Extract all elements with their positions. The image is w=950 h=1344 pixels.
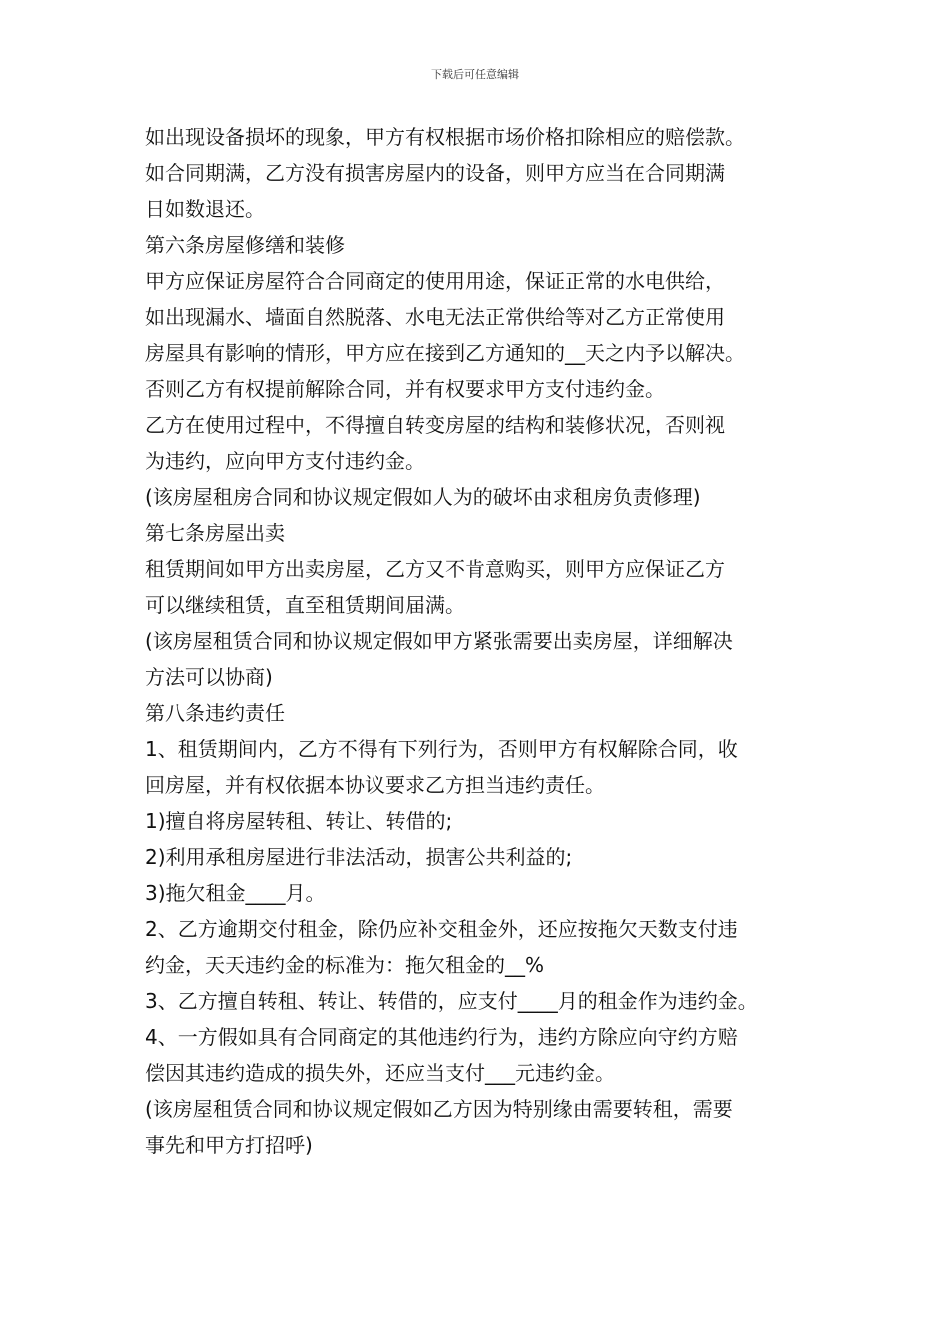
section-heading: 第六条房屋修缮和装修 [145,233,345,257]
text-line: 否则乙方有权提前解除合同，并有权要求甲方支付违约金。 [145,377,665,401]
text-line: 1、租赁期间内，乙方不得有下列行为，否则甲方有权解除合同，收 [145,737,738,761]
text-line: 房屋具有影响的情形，甲方应在接到乙方通知的__天之内予以解决。 [145,341,745,365]
section-heading: 第七条房屋出卖 [145,521,285,545]
text-line: (该房屋租赁合同和协议规定假如甲方紧张需要出卖房屋，详细解决 [145,629,733,653]
text-line: 为违约，应向甲方支付违约金。 [145,449,425,473]
text-line: 4、一方假如具有合同商定的其他违约行为，违约方除应向守约方赔 [145,1025,738,1049]
text-line: 甲方应保证房屋符合合同商定的使用用途，保证正常的水电供给， [145,269,725,293]
text-line: 约金，天天违约金的标准为：拖欠租金的__% [145,953,545,977]
text-line: 日如数退还。 [145,197,265,221]
text-line: (该房屋租房合同和协议规定假如人为的破坏由求租房负责修理) [145,485,701,509]
text-line: 事先和甲方打招呼) [145,1133,313,1157]
text-line: 偿因其违约造成的损失外，还应当支付___元违约金。 [145,1061,615,1085]
text-line: 1)擅自将房屋转租、转让、转借的; [145,809,453,833]
text-line: 如合同期满，乙方没有损害房屋内的设备，则甲方应当在合同期满 [145,161,725,185]
text-line: 方法可以协商) [145,665,273,689]
section-heading: 第八条违约责任 [145,701,285,725]
text-line: 如出现漏水、墙面自然脱落、水电无法正常供给等对乙方正常使用 [145,305,725,329]
page-header: 下载后可任意编辑 [431,68,519,81]
text-line: 如出现设备损坏的现象，甲方有权根据市场价格扣除相应的赔偿款。 [145,125,745,149]
text-line: 回房屋，并有权依据本协议要求乙方担当违约责任。 [145,773,605,797]
text-line: 租赁期间如甲方出卖房屋，乙方又不肯意购买，则甲方应保证乙方 [145,557,725,581]
text-line: 可以继续租赁，直至租赁期间届满。 [145,593,465,617]
text-line: 3)拖欠租金____月。 [145,881,326,905]
text-line: 2、乙方逾期交付租金，除仍应补交租金外，还应按拖欠天数支付违 [145,917,738,941]
text-line: 3、乙方擅自转租、转让、转借的，应支付____月的租金作为违约金。 [145,989,758,1013]
text-line: 乙方在使用过程中，不得擅自转变房屋的结构和装修状况，否则视 [145,413,725,437]
text-line: (该房屋租赁合同和协议规定假如乙方因为特别缘由需要转租，需要 [145,1097,733,1121]
document-body [145,119,825,1163]
text-line: 2)利用承租房屋进行非法活动，损害公共利益的; [145,845,573,869]
